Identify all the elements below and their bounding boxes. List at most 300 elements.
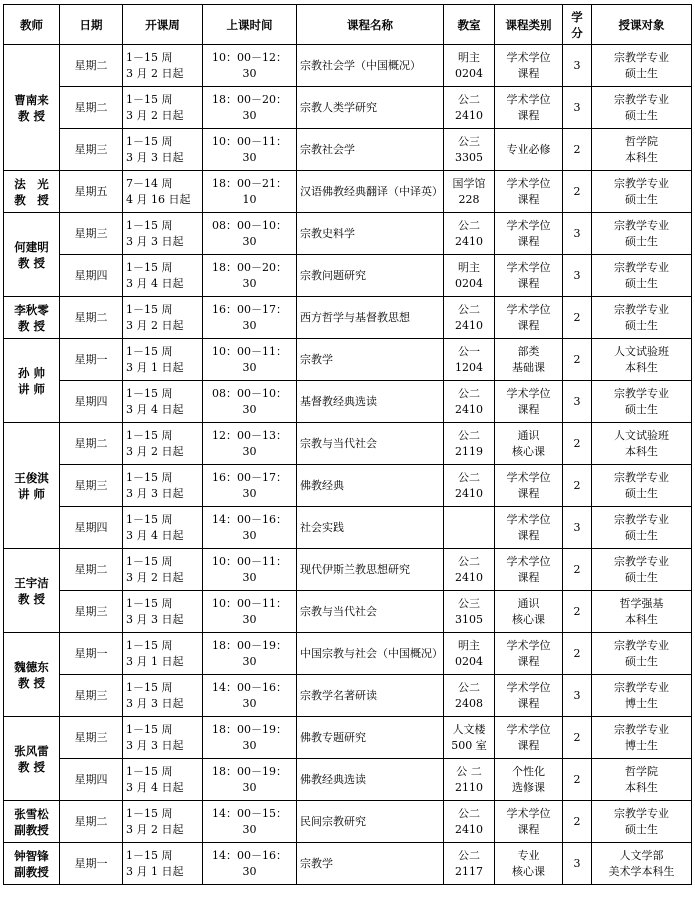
course-type-cell-line: 学术学位 xyxy=(506,92,551,106)
weeks-cell-line: 1－15 周 xyxy=(126,218,173,232)
room-cell-line: 公二 xyxy=(458,470,480,484)
audience-cell-line: 宗教学专业 xyxy=(614,638,669,652)
audience-cell-line: 本科生 xyxy=(625,444,658,458)
time-cell: 10：00－11：30 xyxy=(203,129,297,171)
table-row xyxy=(4,45,692,87)
credits-cell: 2 xyxy=(563,717,592,759)
course-type-cell-line: 学术学位 xyxy=(506,554,551,568)
weeks-cell-line: 3 月 2 日起 xyxy=(126,318,184,332)
teacher-cell-line: 魏德东 xyxy=(14,659,49,674)
time-cell: 10：00－11：30 xyxy=(203,591,297,633)
course-type-cell-line: 学术学位 xyxy=(506,806,551,820)
credits-cell: 3 xyxy=(563,381,592,423)
audience-cell-line: 宗教学专业 xyxy=(614,470,669,484)
audience-cell-line: 本科生 xyxy=(625,150,658,164)
course-type-cell-line: 学术学位 xyxy=(506,50,551,64)
weeks-cell-line: 3 月 4 日起 xyxy=(126,276,184,290)
course-type-cell xyxy=(495,717,563,759)
audience-cell xyxy=(592,591,692,633)
audience-cell-line: 美术学本科生 xyxy=(608,864,675,878)
weeks-cell-line: 1－15 周 xyxy=(126,386,173,400)
weeks-cell xyxy=(123,45,203,87)
table-row xyxy=(4,423,692,465)
day-cell: 星期二 xyxy=(60,297,123,339)
credits-cell: 3 xyxy=(563,45,592,87)
course-type-cell xyxy=(495,339,563,381)
audience-cell-line: 宗教学专业 xyxy=(614,176,669,190)
course-name-cell: 宗教史料学 xyxy=(297,213,444,255)
course-type-cell xyxy=(495,381,563,423)
table-row xyxy=(4,843,692,885)
room-cell-line: 2119 xyxy=(455,444,483,458)
course-type-cell-line: 学术学位 xyxy=(506,302,551,316)
header-weeks: 开课周 xyxy=(123,5,203,45)
course-type-cell-line: 课程 xyxy=(517,822,540,836)
room-cell-line: 0204 xyxy=(455,276,483,290)
course-type-cell-line: 通识 xyxy=(517,428,540,442)
room-cell-line: 人文楼 xyxy=(452,722,486,736)
weeks-cell-line: 3 月 4 日起 xyxy=(126,780,184,794)
course-name-cell: 民间宗教研究 xyxy=(297,801,444,843)
time-cell: 18：00－20：30 xyxy=(203,87,297,129)
room-cell-line: 2117 xyxy=(455,864,483,878)
time-cell: 18：00－19：30 xyxy=(203,759,297,801)
room-cell xyxy=(444,759,495,801)
course-name-cell: 宗教学名著研读 xyxy=(297,675,444,717)
course-type-cell xyxy=(495,129,563,171)
credits-cell: 2 xyxy=(563,759,592,801)
room-cell-line: 2410 xyxy=(455,108,483,122)
room-cell xyxy=(444,87,495,129)
teacher-cell xyxy=(4,843,60,885)
weeks-cell-line: 3 月 3 日起 xyxy=(126,738,184,752)
day-cell: 星期二 xyxy=(60,423,123,465)
teacher-cell-line: 曹南来 xyxy=(14,92,49,107)
course-name-cell: 西方哲学与基督教思想 xyxy=(297,297,444,339)
teacher-cell xyxy=(4,45,60,171)
audience-cell-line: 本科生 xyxy=(625,360,658,374)
course-type-cell xyxy=(495,759,563,801)
day-cell: 星期一 xyxy=(60,633,123,675)
credits-cell: 2 xyxy=(563,591,592,633)
teacher-cell-line: 教 授 xyxy=(17,108,45,123)
teacher-cell-line: 王宇洁 xyxy=(14,575,49,590)
weeks-cell-line: 1－15 周 xyxy=(126,764,173,778)
course-type-cell-line: 学术学位 xyxy=(506,722,551,736)
course-type-cell-line: 课程 xyxy=(517,528,540,542)
room-cell-line: 公二 xyxy=(458,680,480,694)
time-cell: 14：00－15：30 xyxy=(203,801,297,843)
course-type-cell xyxy=(495,297,563,339)
room-cell-line: 2410 xyxy=(455,234,483,248)
table-row xyxy=(4,675,692,717)
room-cell-line: 公一 xyxy=(458,344,480,358)
weeks-cell xyxy=(123,129,203,171)
day-cell: 星期三 xyxy=(60,129,123,171)
day-cell: 星期二 xyxy=(60,45,123,87)
room-cell-line: 明主 xyxy=(458,260,480,274)
course-type-cell-line: 核心课 xyxy=(512,864,545,878)
header-audience: 授课对象 xyxy=(592,5,692,45)
room-cell xyxy=(444,171,495,213)
course-type-cell-line: 课程 xyxy=(517,276,540,290)
course-name-cell: 基督教经典选读 xyxy=(297,381,444,423)
audience-cell-line: 硕士生 xyxy=(625,192,658,206)
weeks-cell xyxy=(123,171,203,213)
course-type-cell-line: 学术学位 xyxy=(506,218,551,232)
course-type-cell-line: 专业必修 xyxy=(506,142,551,156)
day-cell: 星期三 xyxy=(60,213,123,255)
credits-cell: 3 xyxy=(563,507,592,549)
credits-cell: 2 xyxy=(563,549,592,591)
teacher-cell-line: 孙 帅 xyxy=(17,365,45,380)
course-name-cell: 宗教与当代社会 xyxy=(297,423,444,465)
audience-cell-line: 硕士生 xyxy=(625,654,658,668)
audience-cell-line: 哲学院 xyxy=(625,764,658,778)
course-type-cell-line: 学术学位 xyxy=(506,512,551,526)
course-type-cell-line: 学术学位 xyxy=(506,638,551,652)
audience-cell-line: 宗教学专业 xyxy=(614,260,669,274)
audience-cell xyxy=(592,87,692,129)
table-row xyxy=(4,255,692,297)
room-cell xyxy=(444,129,495,171)
audience-cell-line: 硕士生 xyxy=(625,234,658,248)
audience-cell-line: 本科生 xyxy=(625,612,658,626)
course-name-cell: 佛教经典选读 xyxy=(297,759,444,801)
weeks-cell-line: 3 月 3 日起 xyxy=(126,234,184,248)
course-type-cell-line: 课程 xyxy=(517,66,540,80)
weeks-cell-line: 3 月 3 日起 xyxy=(126,486,184,500)
teacher-cell-line: 法 光 xyxy=(14,176,49,191)
audience-cell-line: 博士生 xyxy=(625,738,658,752)
course-type-cell xyxy=(495,507,563,549)
course-type-cell xyxy=(495,255,563,297)
course-type-cell xyxy=(495,171,563,213)
weeks-cell-line: 3 月 2 日起 xyxy=(126,108,184,122)
course-type-cell-line: 课程 xyxy=(517,654,540,668)
course-type-cell-line: 学术学位 xyxy=(506,386,551,400)
table-row xyxy=(4,507,692,549)
teacher-cell xyxy=(4,339,60,423)
weeks-cell xyxy=(123,507,203,549)
teacher-cell xyxy=(4,717,60,801)
table-row xyxy=(4,171,692,213)
weeks-cell xyxy=(123,633,203,675)
header-row xyxy=(4,5,692,45)
course-type-cell-line: 通识 xyxy=(517,596,540,610)
room-cell xyxy=(444,213,495,255)
course-type-cell xyxy=(495,45,563,87)
audience-cell xyxy=(592,717,692,759)
table-row xyxy=(4,549,692,591)
time-cell: 08：00－10：30 xyxy=(203,381,297,423)
course-type-cell xyxy=(495,633,563,675)
audience-cell-line: 人文学部 xyxy=(619,848,664,862)
teacher-cell xyxy=(4,549,60,633)
room-cell xyxy=(444,507,495,549)
day-cell: 星期五 xyxy=(60,171,123,213)
room-cell-line: 公二 xyxy=(458,806,480,820)
audience-cell-line: 宗教学专业 xyxy=(614,512,669,526)
room-cell xyxy=(444,717,495,759)
room-cell-line: 公二 xyxy=(458,386,480,400)
room-cell-line: 公三 xyxy=(458,596,480,610)
weeks-cell-line: 1－15 周 xyxy=(126,638,173,652)
weeks-cell-line: 1－15 周 xyxy=(126,554,173,568)
course-name-cell: 宗教与当代社会 xyxy=(297,591,444,633)
room-cell xyxy=(444,843,495,885)
room-cell-line: 公二 xyxy=(458,92,480,106)
audience-cell-line: 宗教学专业 xyxy=(614,302,669,316)
teacher-cell-line: 钟智锋 xyxy=(14,848,49,863)
room-cell-line: 公二 xyxy=(458,218,480,232)
audience-cell xyxy=(592,801,692,843)
course-type-cell xyxy=(495,675,563,717)
course-type-cell xyxy=(495,801,563,843)
course-type-cell-line: 课程 xyxy=(517,318,540,332)
course-type-cell xyxy=(495,549,563,591)
room-cell xyxy=(444,45,495,87)
audience-cell-line: 宗教学专业 xyxy=(614,92,669,106)
time-cell: 10：00－11：30 xyxy=(203,549,297,591)
room-cell-line: 2410 xyxy=(455,822,483,836)
weeks-cell xyxy=(123,843,203,885)
table-row xyxy=(4,801,692,843)
weeks-cell-line: 1－15 周 xyxy=(126,722,173,736)
course-name-cell: 中国宗教与社会（中国概况） xyxy=(297,633,444,675)
teacher-cell-line: 何建明 xyxy=(14,239,49,254)
credits-cell: 2 xyxy=(563,423,592,465)
time-cell: 18：00－21：10 xyxy=(203,171,297,213)
table-row xyxy=(4,87,692,129)
room-cell-line: 国学馆 xyxy=(452,176,486,190)
weeks-cell xyxy=(123,255,203,297)
audience-cell xyxy=(592,675,692,717)
day-cell: 星期一 xyxy=(60,843,123,885)
weeks-cell xyxy=(123,801,203,843)
credits-cell: 3 xyxy=(563,213,592,255)
header-course: 课程名称 xyxy=(297,5,444,45)
course-type-cell-line: 选修课 xyxy=(512,780,545,794)
credits-cell: 3 xyxy=(563,843,592,885)
course-type-cell-line: 课程 xyxy=(517,108,540,122)
teacher-cell-line: 教 授 xyxy=(17,759,45,774)
course-type-cell-line: 专业 xyxy=(517,848,540,862)
audience-cell-line: 人文试验班 xyxy=(614,428,669,442)
course-name-cell: 佛教专题研究 xyxy=(297,717,444,759)
weeks-cell-line: 3 月 1 日起 xyxy=(126,864,184,878)
room-cell xyxy=(444,297,495,339)
header-time: 上课时间 xyxy=(203,5,297,45)
time-cell: 18：00－20：30 xyxy=(203,255,297,297)
course-name-cell: 宗教社会学 xyxy=(297,129,444,171)
audience-cell xyxy=(592,507,692,549)
audience-cell xyxy=(592,339,692,381)
teacher-cell-line: 教 授 xyxy=(17,675,45,690)
weeks-cell-line: 1－15 周 xyxy=(126,428,173,442)
course-type-cell xyxy=(495,87,563,129)
room-cell xyxy=(444,591,495,633)
header-credits: 学分 xyxy=(563,5,592,45)
room-cell xyxy=(444,675,495,717)
room-cell-line: 公二 xyxy=(458,428,480,442)
audience-cell-line: 硕士生 xyxy=(625,276,658,290)
weeks-cell xyxy=(123,87,203,129)
table-row xyxy=(4,591,692,633)
day-cell: 星期二 xyxy=(60,549,123,591)
course-name-cell: 社会实践 xyxy=(297,507,444,549)
audience-cell xyxy=(592,549,692,591)
day-cell: 星期三 xyxy=(60,591,123,633)
room-cell-line: 1204 xyxy=(455,360,483,374)
room-cell xyxy=(444,423,495,465)
course-schedule-table xyxy=(3,4,692,885)
time-cell: 14：00－16：30 xyxy=(203,675,297,717)
audience-cell xyxy=(592,45,692,87)
audience-cell-line: 人文试验班 xyxy=(614,344,669,358)
weeks-cell xyxy=(123,381,203,423)
course-name-cell: 汉语佛教经典翻译（中译英） xyxy=(297,171,444,213)
teacher-cell xyxy=(4,423,60,549)
audience-cell xyxy=(592,213,692,255)
weeks-cell-line: 3 月 3 日起 xyxy=(126,612,184,626)
course-type-cell-line: 学术学位 xyxy=(506,680,551,694)
weeks-cell-line: 7－14 周 xyxy=(126,176,173,190)
weeks-cell xyxy=(123,213,203,255)
audience-cell-line: 硕士生 xyxy=(625,486,658,500)
course-type-cell-line: 课程 xyxy=(517,402,540,416)
teacher-cell-line: 副教授 xyxy=(14,822,49,837)
room-cell-line: 2410 xyxy=(455,486,483,500)
audience-cell-line: 硕士生 xyxy=(625,66,658,80)
weeks-cell-line: 1－15 周 xyxy=(126,806,173,820)
table-row xyxy=(4,129,692,171)
day-cell: 星期一 xyxy=(60,339,123,381)
room-cell xyxy=(444,465,495,507)
teacher-cell-line: 教 授 xyxy=(14,192,49,207)
weeks-cell xyxy=(123,759,203,801)
course-type-cell-line: 课程 xyxy=(517,738,540,752)
course-name-cell: 宗教社会学（中国概况） xyxy=(297,45,444,87)
weeks-cell-line: 1－15 周 xyxy=(126,512,173,526)
audience-cell-line: 宗教学专业 xyxy=(614,218,669,232)
room-cell-line: 公三 xyxy=(458,134,480,148)
weeks-cell-line: 3 月 1 日起 xyxy=(126,360,184,374)
weeks-cell-line: 1－15 周 xyxy=(126,470,173,484)
room-cell xyxy=(444,339,495,381)
header-day: 日期 xyxy=(60,5,123,45)
room-cell-line: 2408 xyxy=(455,696,483,710)
weeks-cell-line: 1－15 周 xyxy=(126,680,173,694)
table-row xyxy=(4,759,692,801)
course-type-cell-line: 核心课 xyxy=(512,444,545,458)
course-type-cell xyxy=(495,843,563,885)
day-cell: 星期二 xyxy=(60,801,123,843)
time-cell: 10：00－12：30 xyxy=(203,45,297,87)
course-type-cell-line: 学术学位 xyxy=(506,176,551,190)
audience-cell-line: 硕士生 xyxy=(625,822,658,836)
weeks-cell-line: 3 月 1 日起 xyxy=(126,654,184,668)
weeks-cell xyxy=(123,591,203,633)
weeks-cell-line: 1－15 周 xyxy=(126,92,173,106)
credits-cell: 2 xyxy=(563,801,592,843)
teacher-cell-line: 王俊淇 xyxy=(14,470,49,485)
room-cell xyxy=(444,801,495,843)
weeks-cell-line: 3 月 2 日起 xyxy=(126,66,184,80)
table-row xyxy=(4,381,692,423)
weeks-cell xyxy=(123,423,203,465)
time-cell: 08：00－10：30 xyxy=(203,213,297,255)
weeks-cell xyxy=(123,717,203,759)
weeks-cell-line: 4 月 16 日起 xyxy=(126,192,191,206)
audience-cell-line: 宗教学专业 xyxy=(614,50,669,64)
time-cell: 14：00－16：30 xyxy=(203,507,297,549)
room-cell-line: 228 xyxy=(458,192,480,206)
teacher-cell-line: 教 授 xyxy=(17,318,45,333)
course-type-cell-line: 课程 xyxy=(517,234,540,248)
course-name-cell: 现代伊斯兰教思想研究 xyxy=(297,549,444,591)
day-cell: 星期二 xyxy=(60,87,123,129)
teacher-cell-line: 教 授 xyxy=(17,255,45,270)
course-type-cell xyxy=(495,213,563,255)
weeks-cell-line: 3 月 2 日起 xyxy=(126,570,184,584)
course-type-cell-line: 课程 xyxy=(517,696,540,710)
weeks-cell-line: 1－15 周 xyxy=(126,134,173,148)
weeks-cell-line: 1－15 周 xyxy=(126,50,173,64)
teacher-cell-line: 张雪松 xyxy=(14,806,49,821)
audience-cell xyxy=(592,759,692,801)
credits-cell: 3 xyxy=(563,255,592,297)
course-name-cell: 宗教人类学研究 xyxy=(297,87,444,129)
course-type-cell-line: 基础课 xyxy=(512,360,545,374)
audience-cell xyxy=(592,381,692,423)
weeks-cell-line: 3 月 2 日起 xyxy=(126,444,184,458)
room-cell-line: 公二 xyxy=(458,302,480,316)
course-type-cell xyxy=(495,591,563,633)
day-cell: 星期三 xyxy=(60,717,123,759)
course-name-cell: 宗教问题研究 xyxy=(297,255,444,297)
room-cell-line: 0204 xyxy=(455,66,483,80)
time-cell: 18：00－19：30 xyxy=(203,717,297,759)
course-type-cell-line: 学术学位 xyxy=(506,260,551,274)
time-cell: 18：00－19：30 xyxy=(203,633,297,675)
weeks-cell-line: 3 月 4 日起 xyxy=(126,528,184,542)
course-type-cell-line: 课程 xyxy=(517,486,540,500)
audience-cell-line: 宗教学专业 xyxy=(614,806,669,820)
room-cell xyxy=(444,381,495,423)
audience-cell-line: 本科生 xyxy=(625,780,658,794)
course-type-cell-line: 核心课 xyxy=(512,612,545,626)
audience-cell xyxy=(592,171,692,213)
course-type-cell xyxy=(495,465,563,507)
table-row xyxy=(4,465,692,507)
day-cell: 星期四 xyxy=(60,507,123,549)
weeks-cell-line: 3 月 4 日起 xyxy=(126,402,184,416)
course-type-cell-line: 课程 xyxy=(517,192,540,206)
weeks-cell-line: 1－15 周 xyxy=(126,344,173,358)
teacher-cell-line: 教 授 xyxy=(17,591,45,606)
audience-cell xyxy=(592,633,692,675)
course-name-cell: 宗教学 xyxy=(297,843,444,885)
credits-cell: 2 xyxy=(563,297,592,339)
room-cell-line: 明主 xyxy=(458,638,480,652)
day-cell: 星期三 xyxy=(60,675,123,717)
time-cell: 12：00－13：30 xyxy=(203,423,297,465)
room-cell-line: 3105 xyxy=(455,612,483,626)
course-type-cell-line: 个性化 xyxy=(512,764,545,778)
audience-cell-line: 宗教学专业 xyxy=(614,680,669,694)
weeks-cell xyxy=(123,675,203,717)
